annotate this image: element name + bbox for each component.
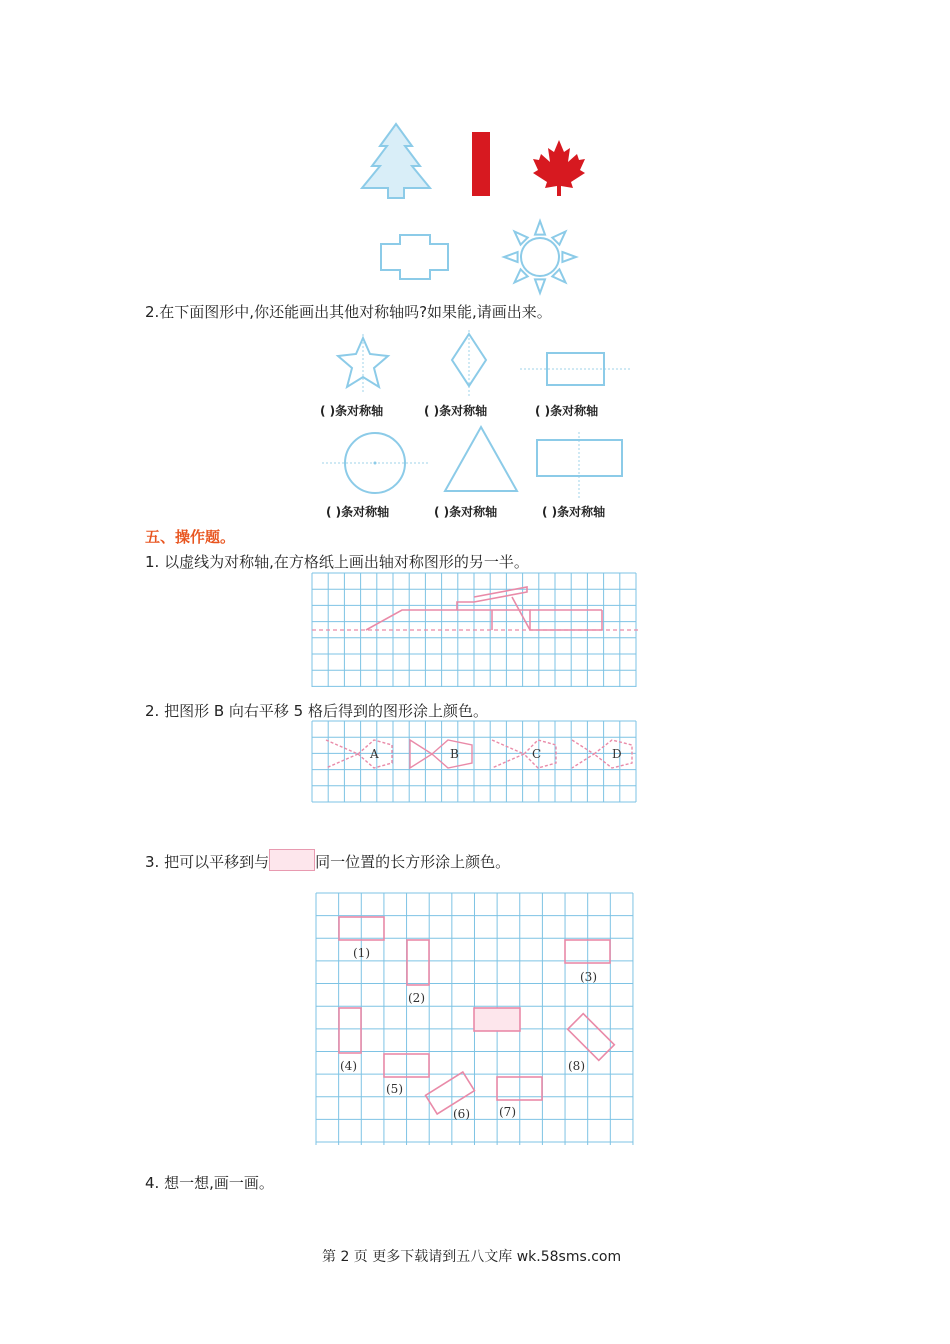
- rectangle-8: [568, 1014, 615, 1061]
- rectangle-4: [339, 1008, 361, 1053]
- shape-label-d: D: [612, 747, 622, 761]
- axis-count-blank-6: ( )条对称轴: [542, 505, 606, 519]
- sun-ray: [535, 279, 545, 293]
- sun-ray: [515, 232, 528, 245]
- sun-body: [521, 238, 559, 276]
- sun-ray: [552, 269, 565, 282]
- grid-rectangles-exercise: [316, 893, 636, 1147]
- sun-ray: [535, 221, 545, 235]
- section-5-question-3: [145, 849, 510, 872]
- rectangle-label-3: (3): [580, 970, 597, 984]
- tree-figure: [360, 122, 432, 200]
- maple-leaf-figure: [531, 138, 587, 196]
- question-3-text-before: 3. 把可以平移到与: [145, 853, 270, 871]
- rectangle-label-2: (2): [408, 991, 425, 1005]
- axis-count-blank-1: ( )条对称轴: [320, 404, 384, 418]
- rectangle-label-4: (4): [340, 1059, 357, 1073]
- section-5-question-4: 4. 想一想,画一画。: [145, 1174, 274, 1192]
- rhombus-figure: [444, 330, 494, 396]
- reference-rectangle: [474, 1008, 520, 1031]
- section-5-question-2: 2. 把图形 B 向右平移 5 格后得到的图形涂上颜色。: [145, 702, 488, 720]
- axis-count-blank-2: ( )条对称轴: [424, 404, 488, 418]
- sun-ray: [515, 269, 528, 282]
- section-5-title: 五、操作题。: [145, 528, 236, 546]
- sun-figure: [500, 218, 580, 296]
- rectangle-label-7: (7): [499, 1105, 516, 1119]
- axis-count-blank-5: ( )条对称轴: [434, 505, 498, 519]
- sun-ray: [552, 232, 565, 245]
- grid-translation-exercise: [312, 721, 638, 805]
- sun-ray: [562, 252, 576, 262]
- triangle-figure: [442, 424, 520, 494]
- shape-label-a: A: [370, 747, 379, 761]
- star-figure: [330, 334, 396, 394]
- reference-rectangle-swatch: [269, 849, 315, 871]
- shape-label-b: B: [450, 747, 459, 761]
- axis-count-blank-3: ( )条对称轴: [535, 404, 599, 418]
- rectangle-label-1: (1): [353, 946, 370, 960]
- circle-figure: [322, 430, 428, 496]
- rectangle-label-6: (6): [453, 1107, 470, 1121]
- shape-label-c: C: [532, 747, 542, 761]
- sun-ray: [504, 252, 518, 262]
- rectangle-horizontal-axis-figure: [520, 350, 630, 390]
- rectangle-label-8: (8): [568, 1059, 585, 1073]
- page-footer: 第 2 页 更多下载请到五八文库 wk.58sms.com: [322, 1249, 622, 1265]
- rectangle-label-5: (5): [386, 1082, 403, 1096]
- question-3-text-after: 同一位置的长方形涂上颜色。: [315, 853, 511, 871]
- rectangle-2: [407, 940, 429, 985]
- question-2-prompt: 2.在下面图形中,你还能画出其他对称轴吗?如果能,请画出来。: [145, 303, 552, 321]
- rectangle-vertical-axis-figure: [534, 432, 626, 498]
- red-bar-figure: [472, 132, 492, 198]
- cross-figure: [380, 234, 450, 280]
- axis-count-blank-4: ( )条对称轴: [326, 505, 390, 519]
- grid-symmetry-exercise: [312, 573, 640, 691]
- section-5-question-1: 1. 以虚线为对称轴,在方格纸上画出轴对称图形的另一半。: [145, 553, 529, 571]
